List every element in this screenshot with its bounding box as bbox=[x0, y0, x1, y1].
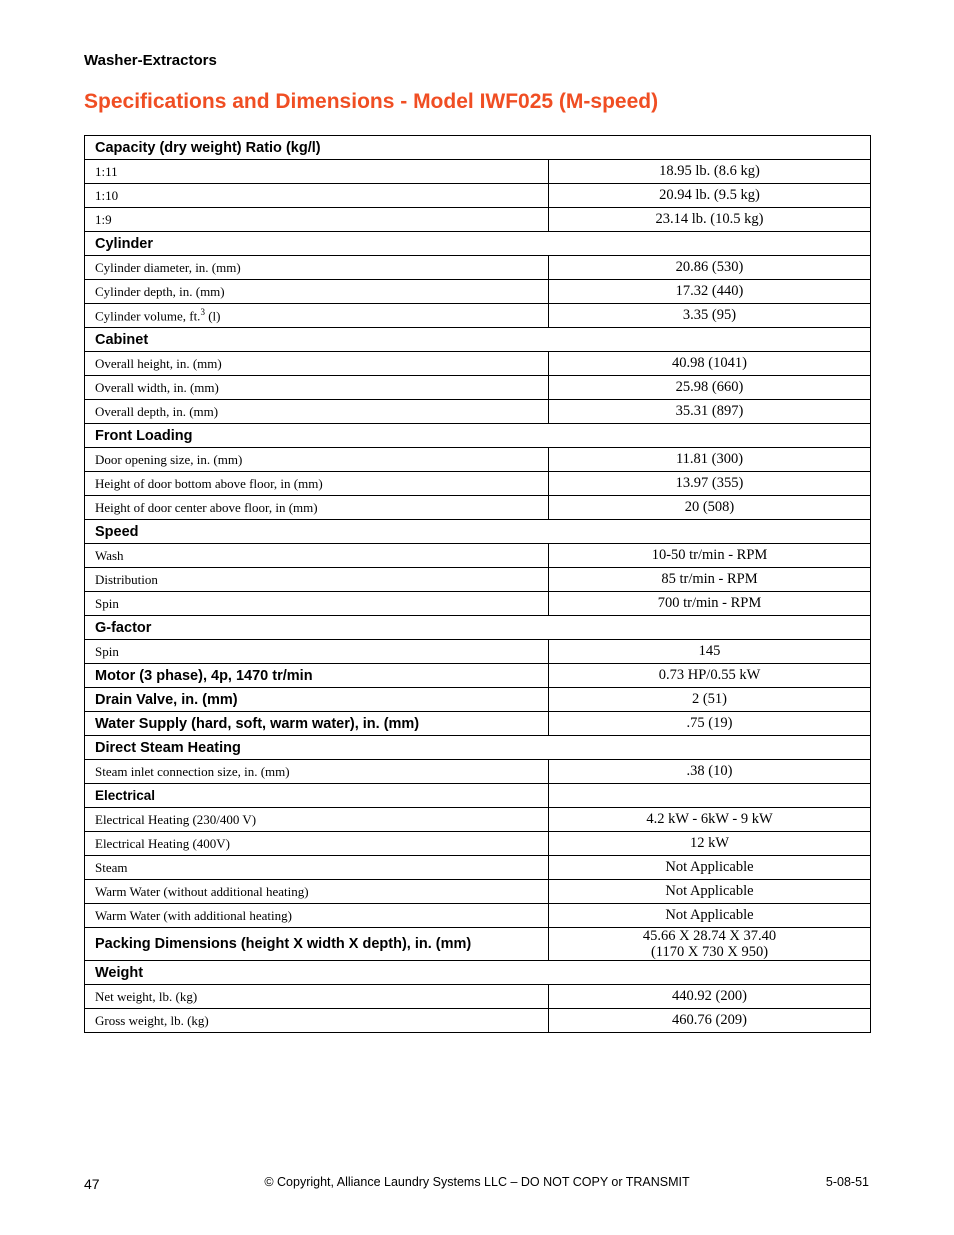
row-label: Height of door bottom above floor, in (mm) bbox=[85, 472, 549, 496]
row-label: Electrical Heating (230/400 V) bbox=[85, 808, 549, 832]
table-row bbox=[85, 568, 871, 592]
water-value: .75 (19) bbox=[549, 712, 871, 736]
row-value: 440.92 (200) bbox=[549, 985, 871, 1009]
row-label: 1:11 bbox=[85, 160, 549, 184]
table-row bbox=[85, 688, 871, 712]
front-loading-header: Front Loading bbox=[85, 424, 871, 448]
table-row bbox=[85, 664, 871, 688]
capacity-header: Capacity (dry weight) Ratio (kg/l) bbox=[85, 136, 871, 160]
table-section-header bbox=[85, 136, 871, 160]
table-row bbox=[85, 280, 871, 304]
row-label: Wash bbox=[85, 544, 549, 568]
table-row bbox=[85, 256, 871, 280]
table-section-header bbox=[85, 520, 871, 544]
table-row bbox=[85, 448, 871, 472]
cylinder-header: Cylinder bbox=[85, 232, 871, 256]
table-row bbox=[85, 880, 871, 904]
row-label: Overall width, in. (mm) bbox=[85, 376, 549, 400]
table-row bbox=[85, 760, 871, 784]
packing-value-line: (1170 X 730 X 950) bbox=[650, 944, 769, 960]
table-row bbox=[85, 544, 871, 568]
row-label: 1:10 bbox=[85, 184, 549, 208]
table-row bbox=[85, 928, 871, 961]
steam-header: Direct Steam Heating bbox=[85, 736, 871, 760]
label-text: Cylinder volume, ft. bbox=[95, 308, 201, 324]
table-row bbox=[85, 904, 871, 928]
label-text: (l) bbox=[204, 308, 221, 324]
row-value: 460.76 (209) bbox=[549, 1009, 871, 1033]
row-label: Steam bbox=[85, 856, 549, 880]
row-label: Gross weight, lb. (kg) bbox=[85, 1009, 549, 1033]
table-row bbox=[85, 184, 871, 208]
water-label: Water Supply (hard, soft, warm water), in. (mm) bbox=[85, 712, 549, 736]
row-label: Warm Water (without additional heating) bbox=[85, 880, 549, 904]
row-value: .38 (10) bbox=[549, 760, 871, 784]
table-row bbox=[85, 208, 871, 232]
table-section-header bbox=[85, 784, 871, 808]
row-value: 40.98 (1041) bbox=[549, 352, 871, 376]
row-label: Cylinder diameter, in. (mm) bbox=[85, 256, 549, 280]
row-value: 700 tr/min - RPM bbox=[549, 592, 871, 616]
table-row bbox=[85, 496, 871, 520]
drain-value: 2 (51) bbox=[549, 688, 871, 712]
packing-label: Packing Dimensions (height X width X depth), in. (mm) bbox=[85, 928, 549, 961]
packing-value-line: 45.66 X 28.74 X 37.40 bbox=[642, 928, 777, 944]
table-row bbox=[85, 472, 871, 496]
row-value: 20 (508) bbox=[549, 496, 871, 520]
table-section-header bbox=[85, 232, 871, 256]
cabinet-header: Cabinet bbox=[85, 328, 871, 352]
row-value: Not Applicable bbox=[549, 904, 871, 928]
label-superscript: 3 bbox=[200, 306, 205, 317]
empty-cell bbox=[549, 784, 871, 808]
row-label: Distribution bbox=[85, 568, 549, 592]
row-label: Cylinder depth, in. (mm) bbox=[85, 280, 549, 304]
table-section-header bbox=[85, 328, 871, 352]
table-section-header bbox=[85, 961, 871, 985]
row-label: Steam inlet connection size, in. (mm) bbox=[85, 760, 549, 784]
row-label: Spin bbox=[85, 592, 549, 616]
specifications-table bbox=[84, 135, 871, 1033]
copyright-notice: © Copyright, Alliance Laundry Systems LLC – DO NOT COPY or TRANSMIT bbox=[264, 1175, 690, 1189]
row-value: 18.95 lb. (8.6 kg) bbox=[549, 160, 871, 184]
document-code: 5-08-51 bbox=[825, 1175, 869, 1189]
table-row bbox=[85, 376, 871, 400]
row-value: 23.14 lb. (10.5 kg) bbox=[549, 208, 871, 232]
row-value: 10-50 tr/min - RPM bbox=[549, 544, 871, 568]
electrical-header: Electrical bbox=[85, 784, 549, 808]
row-label: Electrical Heating (400V) bbox=[85, 832, 549, 856]
row-label bbox=[85, 304, 549, 328]
row-label: Overall height, in. (mm) bbox=[85, 352, 549, 376]
page-title: Specifications and Dimensions - Model IWF025 (M-speed) bbox=[84, 90, 659, 113]
row-label: Warm Water (with additional heating) bbox=[85, 904, 549, 928]
table-row bbox=[85, 985, 871, 1009]
row-value: Not Applicable bbox=[549, 856, 871, 880]
table-row bbox=[85, 856, 871, 880]
row-value: 17.32 (440) bbox=[549, 280, 871, 304]
row-value: 4.2 kW - 6kW - 9 kW bbox=[549, 808, 871, 832]
table-section-header bbox=[85, 736, 871, 760]
section-header: Washer-Extractors bbox=[84, 52, 217, 69]
table-row bbox=[85, 832, 871, 856]
row-value: 145 bbox=[549, 640, 871, 664]
table-section-header bbox=[85, 616, 871, 640]
page-number: 47 bbox=[84, 1176, 100, 1192]
table-row bbox=[85, 712, 871, 736]
table-row bbox=[85, 352, 871, 376]
table-row bbox=[85, 160, 871, 184]
weight-header: Weight bbox=[85, 961, 871, 985]
row-value: 11.81 (300) bbox=[549, 448, 871, 472]
table-row bbox=[85, 808, 871, 832]
row-label: 1:9 bbox=[85, 208, 549, 232]
row-label: Height of door center above floor, in (mm) bbox=[85, 496, 549, 520]
packing-value bbox=[549, 928, 871, 961]
speed-header: Speed bbox=[85, 520, 871, 544]
row-value: 20.86 (530) bbox=[549, 256, 871, 280]
table-row bbox=[85, 304, 871, 328]
row-label: Overall depth, in. (mm) bbox=[85, 400, 549, 424]
table-row bbox=[85, 1009, 871, 1033]
row-label: Net weight, lb. (kg) bbox=[85, 985, 549, 1009]
drain-label: Drain Valve, in. (mm) bbox=[85, 688, 549, 712]
row-value: Not Applicable bbox=[549, 880, 871, 904]
motor-value: 0.73 HP/0.55 kW bbox=[549, 664, 871, 688]
row-value: 25.98 (660) bbox=[549, 376, 871, 400]
row-value: 13.97 (355) bbox=[549, 472, 871, 496]
row-label: Spin bbox=[85, 640, 549, 664]
row-value: 35.31 (897) bbox=[549, 400, 871, 424]
table-row bbox=[85, 400, 871, 424]
gfactor-header: G-factor bbox=[85, 616, 871, 640]
table-row bbox=[85, 640, 871, 664]
row-value: 3.35 (95) bbox=[549, 304, 871, 328]
row-value: 20.94 lb. (9.5 kg) bbox=[549, 184, 871, 208]
row-label: Door opening size, in. (mm) bbox=[85, 448, 549, 472]
table-row bbox=[85, 592, 871, 616]
motor-label: Motor (3 phase), 4p, 1470 tr/min bbox=[85, 664, 549, 688]
row-value: 12 kW bbox=[549, 832, 871, 856]
table-section-header bbox=[85, 424, 871, 448]
row-value: 85 tr/min - RPM bbox=[549, 568, 871, 592]
